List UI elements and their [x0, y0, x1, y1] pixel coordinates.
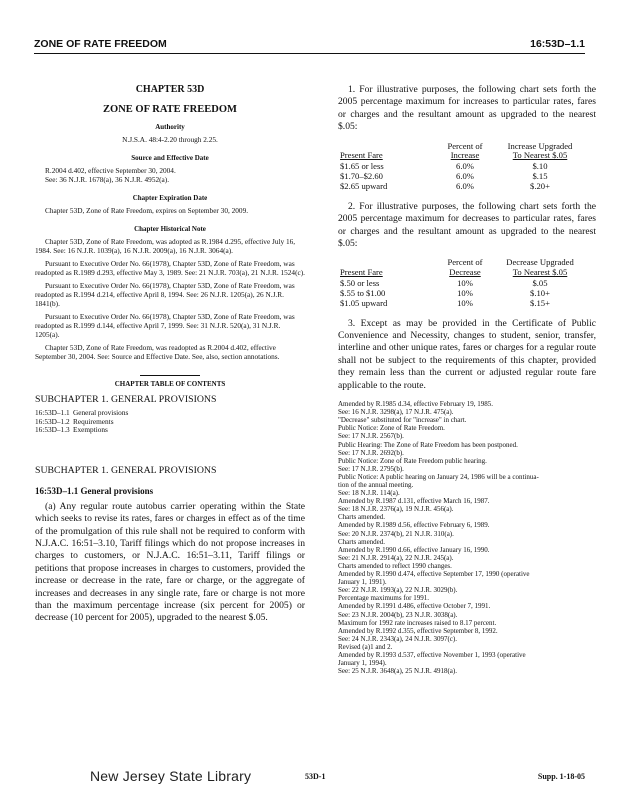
- history-line: See: 25 N.J.R. 3648(a), 25 N.J.R. 4918(a).: [338, 667, 457, 676]
- source-line: R.2004 d.402, effective September 30, 2004.: [45, 166, 176, 175]
- authority-heading: Authority: [155, 123, 185, 131]
- history-line: January 1, 1994).: [338, 659, 387, 668]
- page-footer: [90, 770, 585, 790]
- history-note: Pursuant to Executive Order No. 66(1978), Chapter 53D, Zone of Rate Freedom, was readopted as R.1989 d.293, effective May 3, 1989. See: 21 N.J.R. 703(a), 21 N.J.R. 1524(c).: [35, 259, 306, 277]
- chapter-number: CHAPTER 53D: [135, 84, 205, 95]
- toc-entry-label: Requirements: [73, 416, 114, 426]
- source-line: See: 36 N.J.R. 1678(a), 36 N.J.R. 4952(a).: [45, 175, 170, 184]
- table-row: $1.70–$2.60 6.0% $.15: [340, 170, 548, 181]
- running-header: [34, 36, 585, 54]
- history-note: Pursuant to Executive Order No. 66(1978), Chapter 53D, Zone of Rate Freedom, was readopted as R.1994 d.214, effective April 8, 1994. See: 26 N.J.R. 1205(a), 26 N.J.R. 1841(b).: [35, 281, 295, 308]
- history-line: Amended by R.1990 d.66, effective January 16, 1990.: [338, 545, 490, 554]
- history-line: Charts amended.: [338, 513, 386, 522]
- history-line: "Decrease" substituted for "increase" in chart.: [338, 416, 467, 425]
- paragraph-1: 1. For illustrative purposes, the following chart sets forth the 2005 percentage maximum for increases to particular rates, fares or charges and the resultant amount as upgraded to the nearest $.05:: [338, 84, 596, 133]
- history-line: See: 17 N.J.R. 2795(b).: [338, 464, 404, 473]
- left-column: [35, 84, 305, 625]
- toc-entry-label: General provisions: [73, 408, 129, 417]
- col-header: Present Fare: [340, 150, 383, 161]
- increase-table: [340, 142, 580, 191]
- history-line: See: 17 N.J.R. 2567(b).: [338, 432, 404, 441]
- history-line: See: 21 N.J.R. 2914(a), 22 N.J.R. 245(a).: [338, 553, 454, 562]
- subchapter-heading: SUBCHAPTER 1. GENERAL PROVISIONS: [35, 464, 217, 476]
- source-heading: Source and Effective Date: [131, 154, 209, 162]
- history-line: Percentage maximums for 1991.: [338, 594, 429, 603]
- history-line: Amended by R.1992 d.355, effective September 8, 1992.: [338, 626, 498, 635]
- table-row: $.55 to $1.00 10% $.10+: [340, 287, 550, 298]
- col-header: Present Fare: [340, 267, 383, 278]
- paragraph-3: 3. Except as may be provided in the Certificate of Public Convenience and Necessity, changes to student, senior, transfer, interline and other unique rates, fares or charges for a regular route shall not be subject to the requirements of this chapter, provided they remain less than the current or adjusted regular route fare applicable to the route.: [338, 317, 596, 391]
- history-line: See: 18 N.J.R. 2376(a), 19 N.J.R. 456(a).: [338, 505, 454, 514]
- section-title: 16:53D–1.1 General provisions: [35, 485, 154, 496]
- col-header: Decrease Upgraded To Nearest $.05: [506, 257, 574, 278]
- right-column: [338, 84, 596, 675]
- expiration-text: Chapter 53D, Zone of Rate Freedom, expires on September 30, 2009.: [45, 206, 249, 215]
- table-row: $1.65 or less 6.0% $.10: [340, 160, 548, 171]
- header-section-number: 16:53D–1.1: [530, 38, 585, 50]
- supplement-date: Supp. 1-18-05: [537, 772, 585, 781]
- chapter-title: ZONE OF RATE FREEDOM: [103, 104, 237, 115]
- history-note: Chapter 53D, Zone of Rate Freedom, was readopted as R.2004 d.402, effective September 30, 2004. See: Source and Effective Date. See, also, section annotations.: [35, 343, 280, 361]
- history-line: Public Notice: Zone of Rate Freedom public hearing.: [338, 456, 487, 465]
- history-line: Amended by R.1985 d.34, effective February 19, 1985.: [338, 400, 494, 409]
- history-line: See: 18 N.J.R. 114(a).: [338, 489, 400, 498]
- history-line: See: 20 N.J.R. 2374(b), 21 N.J.R. 310(a).: [338, 529, 454, 538]
- toc-title: CHAPTER TABLE OF CONTENTS: [114, 380, 226, 388]
- history-line: See: 22 N.J.R. 1993(a), 22 N.J.R. 3029(b).: [338, 586, 458, 595]
- paragraph-2: 2. For illustrative purposes, the following chart sets forth the 2005 percentage maximum for decreases to particular rates, fares or charges and the resultant amount as upgraded to the nearest $.05:: [338, 200, 596, 250]
- history-line: Public Notice: A public hearing on January 24, 1986 will be a continua-: [338, 472, 539, 481]
- col-header: Percent of Decrease: [447, 257, 483, 278]
- col-header: Increase Upgraded To Nearest $.05: [507, 140, 573, 161]
- toc-entry-number: 16:53D–1.1: [35, 408, 70, 417]
- history-line: Public Notice: Zone of Rate Freedom.: [338, 424, 445, 433]
- history-heading: Chapter Historical Note: [134, 225, 206, 233]
- page-number: 53D-1: [305, 772, 326, 781]
- history-line: See: 17 N.J.R. 2692(b).: [338, 448, 404, 457]
- history-line: Amended by R.1990 d.474, effective September 17, 1990 (operative: [338, 570, 530, 579]
- toc-entry-number: 16:53D–1.2: [35, 416, 70, 426]
- table-row: $2.65 upward 6.0% $.20+: [340, 180, 550, 191]
- history-line: Public Hearing: The Zone of Rate Freedom has been postponed.: [338, 440, 518, 449]
- header-title: ZONE OF RATE FREEDOM: [34, 38, 167, 50]
- history-line: Amended by R.1989 d.56, effective February 6, 1989.: [338, 521, 490, 530]
- history-line: Maximum for 1992 rate increases raised to 8.17 percent.: [338, 618, 497, 627]
- history-line: January 1, 1991).: [338, 578, 387, 587]
- divider: [140, 375, 200, 376]
- toc-entry: [35, 426, 305, 435]
- table-row: $.50 or less 10% $.05: [340, 277, 548, 288]
- toc-entry-label: Exemptions: [73, 425, 108, 435]
- history-line: See: 23 N.J.R. 2004(b), 23 N.J.R. 3038(a).: [338, 610, 458, 619]
- history-line: Revised (a)1 and 2.: [338, 642, 393, 651]
- amendment-history: [338, 400, 596, 675]
- history-line: Amended by R.1987 d.131, effective March 16, 1987.: [338, 497, 490, 506]
- history-note: Chapter 53D, Zone of Rate Freedom, was adopted as R.1984 d.295, effective July 16, 1984. See: 16 N.J.R. 1039(a), 16 N.J.R. 2009(a), 16 N.J.R. 3064(a).: [35, 237, 296, 255]
- toc-entry-number: 16:53D–1.3: [35, 425, 70, 435]
- toc-subchapter: SUBCHAPTER 1. GENERAL PROVISIONS: [35, 394, 217, 405]
- history-note: Pursuant to Executive Order No. 66(1978), Chapter 53D, Zone of Rate Freedom, was readopted as R.1999 d.144, effective April 7, 1999. See: 31 N.J.R. 520(a), 31 N.J.R. 1205(a).: [35, 312, 295, 339]
- section-body: (a) Any regular route autobus carrier operating within the State which seeks to revise its rates, fares or charges in effect as of the time of the promulgation of this rule shall not be required to conform with N.J.A.C. 16:51–3.10, Tariff filings which do not propose increases in charges to customers, or N.J.A.C. 16:51–3.11, Tariff filings or petitions that propose increases in charges to customers, provided the increase or decrease in the rate, fare or charge, or the aggregate of increases and decreases in any single rate, fare or charge is not more than the maximum percentage increase (six percent for 2005) or decrease (10 percent for 2005), upgraded to the nearest $.05.: [35, 500, 305, 624]
- library-watermark: New Jersey State Library: [90, 768, 252, 784]
- history-line: Charts amended to reflect 1990 changes.: [338, 561, 452, 570]
- col-header: Percent of Increase: [447, 140, 483, 161]
- history-line: Charts amended.: [338, 537, 386, 546]
- history-line: See: 24 N.J.R. 2343(a), 24 N.J.R. 3097(c).: [338, 634, 457, 643]
- history-line: Amended by R.1993 d.537, effective November 1, 1993 (operative: [338, 650, 526, 659]
- decrease-table: [340, 258, 580, 307]
- authority-text: N.J.S.A. 48:4-2.20 through 2.25.: [122, 135, 218, 144]
- history-line: tion of the annual meeting.: [338, 481, 414, 489]
- history-line: Amended by R.1991 d.486, effective October 7, 1991.: [338, 602, 491, 611]
- expiration-heading: Chapter Expiration Date: [132, 194, 208, 202]
- table-row: $1.05 upward 10% $.15+: [340, 297, 550, 308]
- history-line: See: 16 N.J.R. 3298(a), 17 N.J.R. 475(a).: [338, 408, 454, 417]
